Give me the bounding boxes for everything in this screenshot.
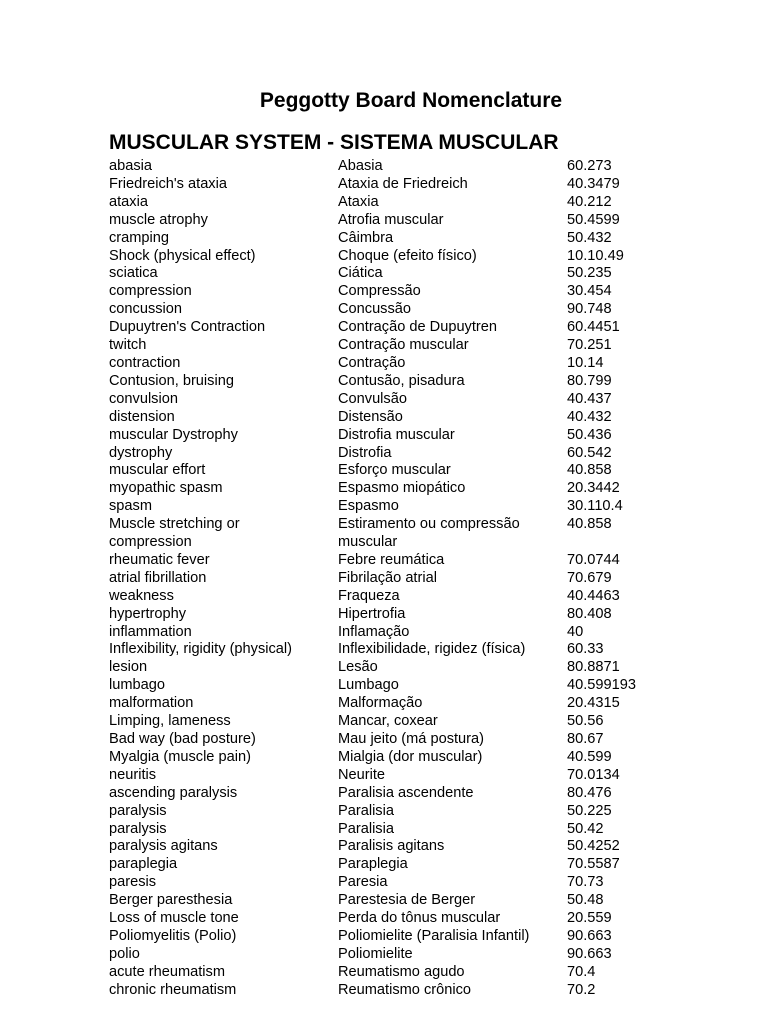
- code-number: 40.4463: [567, 587, 620, 604]
- portuguese-term: Mancar, coxear: [338, 713, 438, 730]
- english-term: Inflexibility, rigidity (physical): [109, 641, 293, 658]
- code-number: 80.799: [567, 372, 612, 389]
- portuguese-term: Contração de Dupuytren: [338, 319, 498, 336]
- table-row: [109, 498, 749, 516]
- code-number: 70.4: [567, 963, 596, 980]
- portuguese-term: Poliomielite (Paralisia Infantil): [338, 927, 530, 944]
- table-row: [109, 552, 749, 570]
- code-number: 90.663: [567, 945, 612, 962]
- table-row: [109, 910, 749, 928]
- portuguese-term: Mau jeito (má postura): [338, 731, 484, 747]
- portuguese-term: Abasia: [338, 158, 383, 174]
- english-term: chronic rheumatism: [109, 981, 237, 998]
- portuguese-term: Espasmo miopático: [338, 480, 466, 497]
- code-number: 40.858: [567, 516, 612, 533]
- english-term: Bad way (bad posture): [109, 731, 256, 747]
- english-term: abasia: [109, 158, 153, 174]
- portuguese-term: Choque (efeito físico): [338, 247, 477, 264]
- english-term: Myalgia (muscle pain): [109, 748, 251, 765]
- table-row: [109, 785, 749, 803]
- table-row: [109, 874, 749, 892]
- portuguese-term: Convulsão: [338, 390, 407, 407]
- english-term: weakness: [109, 587, 174, 604]
- portuguese-term: Estiramento ou compressão: [338, 516, 520, 533]
- table-row: [109, 265, 749, 283]
- code-number: 80.476: [567, 784, 612, 801]
- table-row: [109, 659, 749, 677]
- english-term: ataxia: [109, 193, 148, 210]
- table-row: [109, 445, 749, 463]
- portuguese-term: Distensão: [338, 408, 403, 425]
- english-term: spasm: [109, 498, 152, 515]
- portuguese-term: Reumatismo agudo: [338, 963, 465, 980]
- english-term: polio: [109, 945, 140, 962]
- code-number: 50.48: [567, 892, 604, 909]
- english-term: paresis: [109, 874, 157, 891]
- table-row: [109, 588, 749, 606]
- english-term: dystrophy: [109, 444, 173, 461]
- code-number: 40.599: [567, 748, 612, 765]
- english-term: twitch: [109, 337, 147, 354]
- portuguese-term: Inflamação: [338, 623, 410, 640]
- terminology-table: [109, 158, 749, 1000]
- table-row: [109, 373, 749, 391]
- english-term: cramping: [109, 229, 170, 246]
- table-row: [109, 892, 749, 910]
- code-number: 50.56: [567, 713, 604, 730]
- portuguese-term: Reumatismo crônico: [338, 981, 472, 998]
- english-term: concussion: [109, 301, 183, 318]
- table-row: [109, 767, 749, 785]
- code-number: 10.14: [567, 354, 604, 371]
- table-row: [109, 946, 749, 964]
- english-term: atrial fibrillation: [109, 569, 207, 586]
- portuguese-term: Mialgia (dor muscular): [338, 748, 483, 765]
- table-row: [109, 158, 749, 176]
- english-term: rheumatic fever: [109, 551, 210, 568]
- code-number: 50.432: [567, 229, 612, 246]
- code-number: 70.5587: [567, 856, 620, 873]
- english-term: malformation: [109, 695, 194, 712]
- portuguese-term: Fibrilação atrial: [338, 569, 437, 586]
- table-row: [109, 319, 749, 337]
- table-row: [109, 194, 749, 212]
- code-number: 70.2: [567, 981, 596, 998]
- code-number: 40.432: [567, 408, 612, 425]
- english-term: distension: [109, 408, 175, 425]
- portuguese-term: Atrofia muscular: [338, 211, 444, 228]
- code-number: 60.4451: [567, 319, 620, 336]
- english-term: ascending paralysis: [109, 784, 238, 801]
- code-number: 40.3479: [567, 175, 620, 192]
- english-term: Loss of muscle tone: [109, 910, 239, 927]
- english-term: lesion: [109, 659, 148, 676]
- english-term: muscular effort: [109, 462, 206, 479]
- table-row: [109, 230, 749, 248]
- table-row: [109, 964, 749, 982]
- table-row: [109, 641, 749, 659]
- portuguese-term: Inflexibilidade, rigidez (física): [338, 641, 526, 658]
- portuguese-term: Ciática: [338, 265, 383, 282]
- portuguese-term: Parestesia de Berger: [338, 892, 476, 909]
- portuguese-term: Lumbago: [338, 677, 399, 694]
- table-row: [109, 677, 749, 695]
- portuguese-term: Paresia: [338, 874, 388, 891]
- portuguese-term: Neurite: [338, 766, 386, 783]
- code-number: 60.542: [567, 444, 612, 461]
- code-number: 70.73: [567, 874, 604, 891]
- portuguese-term: Poliomielite: [338, 945, 413, 962]
- english-term: Shock (physical effect): [109, 247, 256, 264]
- portuguese-term: Paralisia: [338, 820, 394, 837]
- code-number: 20.559: [567, 910, 612, 927]
- english-term: convulsion: [109, 390, 178, 407]
- english-term: muscular Dystrophy: [109, 426, 238, 443]
- code-number: 70.251: [567, 337, 612, 354]
- english-term: lumbago: [109, 677, 165, 694]
- english-term: sciatica: [109, 265, 158, 282]
- table-row: [109, 570, 749, 588]
- portuguese-term: Fraqueza: [338, 587, 400, 604]
- table-row: [109, 821, 749, 839]
- portuguese-term: Ataxia: [338, 193, 379, 210]
- portuguese-term: Paralisia: [338, 802, 394, 819]
- code-number: 40.212: [567, 193, 612, 210]
- english-term: neuritis: [109, 766, 157, 783]
- code-number: 40.599193: [567, 677, 636, 694]
- portuguese-term: Compressão: [338, 283, 421, 300]
- english-term: compression: [109, 283, 192, 300]
- table-row: [109, 248, 749, 266]
- table-row: [109, 928, 749, 946]
- portuguese-term: Ataxia de Friedreich: [338, 175, 468, 192]
- code-number: 90.663: [567, 927, 612, 944]
- code-number: 50.4599: [567, 211, 620, 228]
- code-number: 80.408: [567, 605, 612, 622]
- portuguese-term: Lesão: [338, 659, 378, 676]
- code-number: 70.0744: [567, 551, 620, 568]
- table-row: [109, 337, 749, 355]
- code-number: 20.4315: [567, 695, 620, 712]
- portuguese-term: Paralisia ascendente: [338, 784, 474, 801]
- table-row: [109, 534, 749, 552]
- english-term: paralysis agitans: [109, 838, 218, 855]
- english-term: contraction: [109, 354, 181, 371]
- code-number: 80.67: [567, 731, 604, 747]
- code-number: 40.437: [567, 390, 612, 407]
- portuguese-term: Espasmo: [338, 498, 399, 515]
- english-term: Muscle stretching or: [109, 516, 240, 533]
- code-number: 70.679: [567, 569, 612, 586]
- code-number: 50.235: [567, 265, 612, 282]
- english-term: inflammation: [109, 623, 192, 640]
- english-term: Friedreich's ataxia: [109, 175, 227, 192]
- english-term: myopathic spasm: [109, 480, 223, 497]
- code-number: 20.3442: [567, 480, 620, 497]
- table-row: [109, 695, 749, 713]
- table-row: [109, 212, 749, 230]
- english-term: compression: [109, 534, 192, 551]
- portuguese-term: Febre reumática: [338, 551, 445, 568]
- table-row: [109, 516, 749, 534]
- code-number: 80.8871: [567, 659, 620, 676]
- portuguese-term: muscular: [338, 534, 398, 551]
- table-row: [109, 731, 749, 749]
- code-number: 60.33: [567, 641, 604, 658]
- english-term: hypertrophy: [109, 605, 187, 622]
- portuguese-term: Paralisis agitans: [338, 838, 445, 855]
- table-row: [109, 283, 749, 301]
- portuguese-term: Contração muscular: [338, 337, 469, 354]
- table-row: [109, 355, 749, 373]
- table-row: [109, 803, 749, 821]
- english-term: paraplegia: [109, 856, 178, 873]
- code-number: 50.4252: [567, 838, 620, 855]
- portuguese-term: Distrofia muscular: [338, 426, 455, 443]
- code-number: 30.110.4: [567, 498, 623, 515]
- code-number: 50.436: [567, 426, 612, 443]
- code-number: 50.225: [567, 802, 612, 819]
- document-title: Peggotty Board Nomenclature: [259, 89, 563, 112]
- portuguese-term: Contusão, pisadura: [338, 372, 465, 389]
- portuguese-term: Malformação: [338, 695, 423, 712]
- english-term: Contusion, bruising: [109, 372, 234, 389]
- table-row: [109, 176, 749, 194]
- code-number: 40.858: [567, 462, 612, 479]
- table-row: [109, 713, 749, 731]
- english-term: Berger paresthesia: [109, 892, 233, 909]
- portuguese-term: Hipertrofia: [338, 605, 406, 622]
- table-row: [109, 624, 749, 642]
- english-term: Poliomyelitis (Polio): [109, 927, 237, 944]
- english-term: paralysis: [109, 820, 167, 837]
- code-number: 40: [567, 623, 584, 640]
- english-term: Limping, lameness: [109, 713, 231, 730]
- english-term: paralysis: [109, 802, 167, 819]
- english-term: Dupuytren's Contraction: [109, 319, 266, 336]
- portuguese-term: Distrofia: [338, 444, 392, 461]
- code-number: 10.10.49: [567, 247, 624, 264]
- portuguese-term: Contração: [338, 354, 406, 371]
- portuguese-term: Câimbra: [338, 229, 394, 246]
- table-row: [109, 606, 749, 624]
- table-row: [109, 838, 749, 856]
- english-term: muscle atrophy: [109, 211, 208, 228]
- table-row: [109, 409, 749, 427]
- code-number: 70.0134: [567, 766, 620, 783]
- portuguese-term: Perda do tônus muscular: [338, 910, 501, 927]
- table-row: [109, 391, 749, 409]
- portuguese-term: Paraplegia: [338, 856, 408, 873]
- english-term: acute rheumatism: [109, 963, 225, 980]
- table-row: [109, 749, 749, 767]
- table-row: [109, 427, 749, 445]
- portuguese-term: Concussão: [338, 301, 412, 318]
- table-row: [109, 462, 749, 480]
- table-row: [109, 856, 749, 874]
- code-number: 60.273: [567, 158, 612, 174]
- table-row: [109, 480, 749, 498]
- portuguese-term: Esforço muscular: [338, 462, 451, 479]
- code-number: 90.748: [567, 301, 612, 318]
- table-row: [109, 982, 749, 1000]
- code-number: 50.42: [567, 820, 604, 837]
- section-heading: MUSCULAR SYSTEM - SISTEMA MUSCULAR: [109, 131, 559, 154]
- table-row: [109, 301, 749, 319]
- code-number: [567, 534, 687, 552]
- code-number: 30.454: [567, 283, 612, 300]
